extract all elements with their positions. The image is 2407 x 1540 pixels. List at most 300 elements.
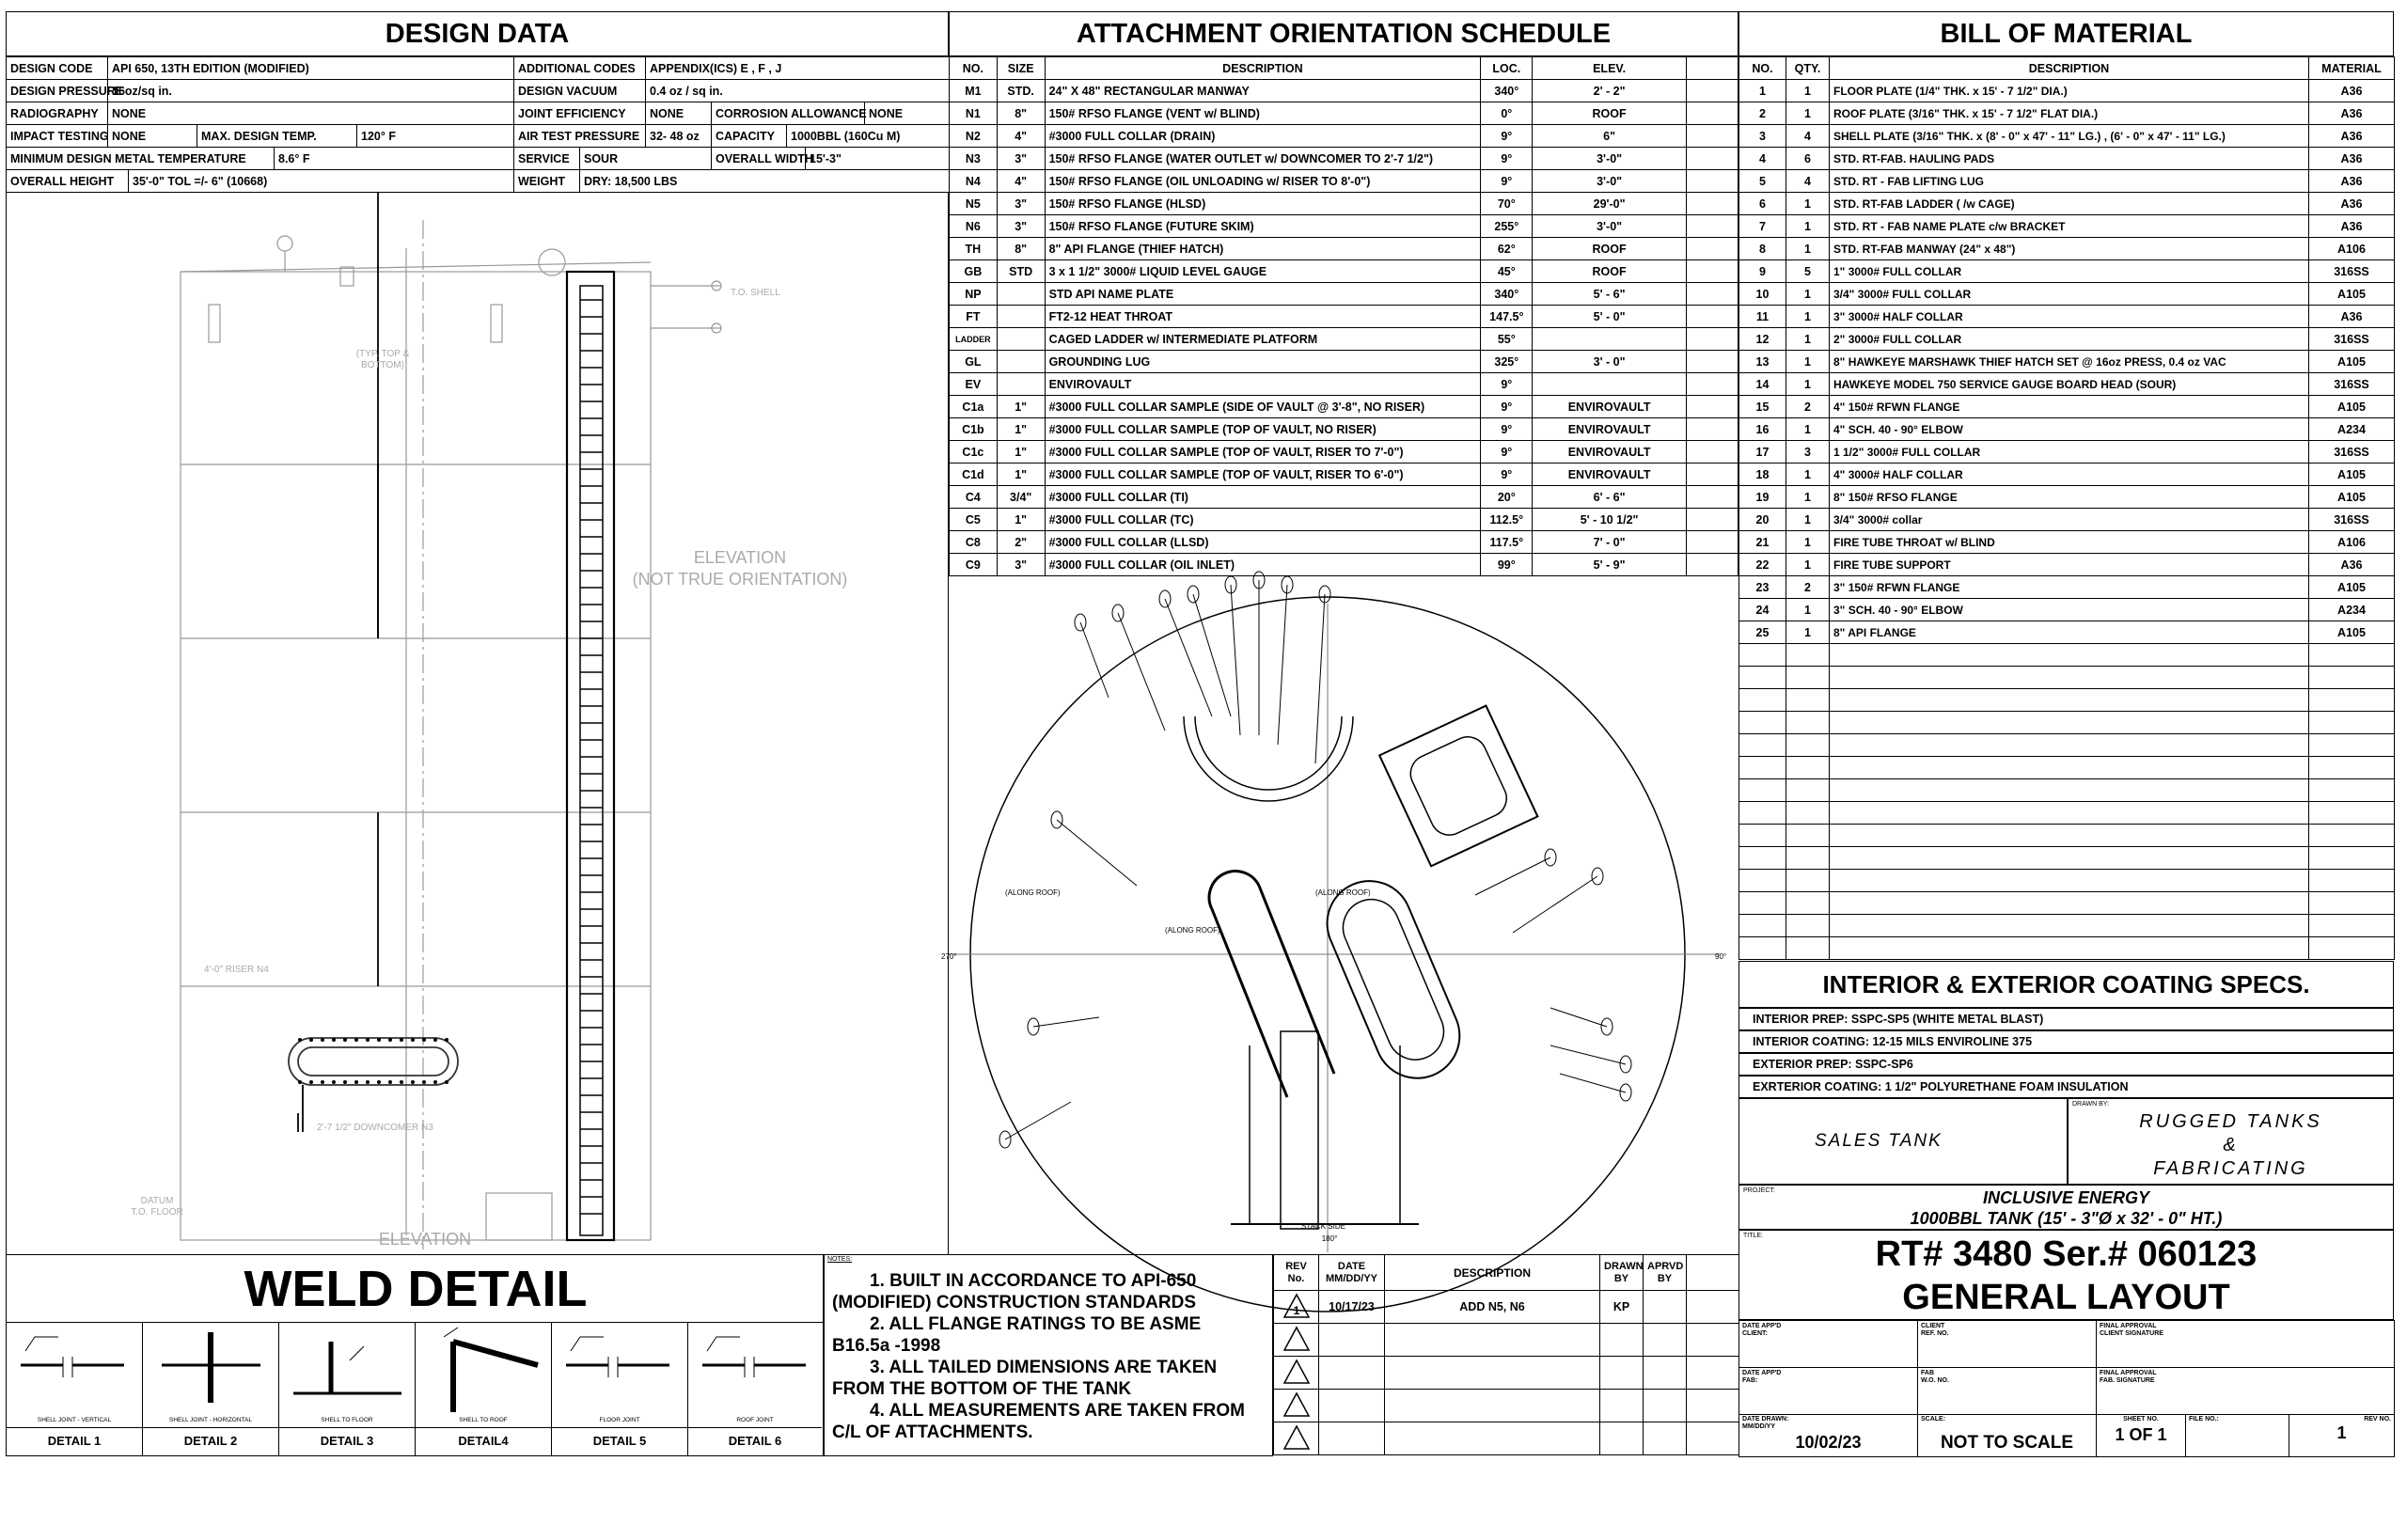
table-row [950, 464, 1738, 486]
approved-header: APRVD [1647, 1260, 1684, 1272]
table-cell: ROOF [1533, 238, 1686, 260]
radiography-value: NONE [108, 102, 514, 125]
weld-caption: SHELL TO FLOOR [321, 1417, 373, 1423]
leader-line [1231, 585, 1240, 735]
table-row [7, 80, 950, 102]
table-cell [1739, 915, 1786, 937]
revision-triangle [1274, 1291, 1319, 1324]
datum-label: DATUM [140, 1196, 174, 1206]
weld-detail-6 [688, 1323, 822, 1455]
col-header: MATERIAL [2309, 57, 2395, 80]
joint-efficiency-label: JOINT EFFICIENCY [514, 102, 646, 125]
table-cell: C8 [950, 531, 998, 554]
design-vacuum-label: DESIGN VACUUM [514, 80, 646, 102]
table-cell: 3" [997, 554, 1045, 576]
table-cell: C5 [950, 509, 998, 531]
leader-line [1057, 820, 1137, 886]
table-row [1739, 193, 2395, 215]
table-cell [1786, 937, 1830, 960]
design-data-title-text: DESIGN DATA [385, 18, 570, 49]
table-cell [1739, 937, 1786, 960]
table-cell: EV [950, 373, 998, 396]
table-cell: A105 [2309, 351, 2395, 373]
table-cell: #3000 FULL COLLAR (OIL INLET) [1045, 554, 1481, 576]
table-cell: 150# RFSO FLANGE (OIL UNLOADING w/ RISER TO 8'-0") [1045, 170, 1481, 193]
typ-label: (TYP. TOP & [355, 349, 410, 359]
table-cell: 1" [997, 464, 1045, 486]
table-cell: 4 [1786, 170, 1830, 193]
max-temp-value: 120° F [357, 125, 514, 148]
table-cell [1739, 689, 1786, 712]
bolt-dot [433, 1038, 437, 1042]
sheet-label: SHEET NO. [2123, 1416, 2159, 1422]
table-cell: 4" [997, 125, 1045, 148]
table-row [950, 396, 1738, 418]
weld-joint-diagram [143, 1323, 279, 1417]
table-cell: 1" [997, 441, 1045, 464]
col-header: ELEV. [1533, 57, 1686, 80]
table-cell: 1" [997, 509, 1045, 531]
table-row [7, 148, 950, 170]
table-cell: STD. RT-FAB MANWAY (24" x 48") [1830, 238, 2309, 260]
table-cell [1830, 802, 2309, 825]
weld-detail-box [6, 1254, 824, 1456]
scale-label: SCALE: [1921, 1416, 1946, 1422]
table-cell [1739, 644, 1786, 667]
aos-title [949, 11, 1738, 56]
table-cell [1686, 148, 1738, 170]
coating-line: EXTERIOR PREP: SSPC-SP6 [1738, 1053, 2394, 1076]
table-cell: 4" 3000# HALF COLLAR [1830, 464, 2309, 486]
table-cell [1786, 712, 1830, 734]
leader-line [1315, 594, 1325, 763]
drawing-info-table [1738, 1414, 2395, 1457]
table-cell: 8" API FLANGE (THIEF HATCH) [1045, 238, 1481, 260]
table-cell: CAGED LADDER w/ INTERMEDIATE PLATFORM [1045, 328, 1481, 351]
leader-line [1560, 1074, 1626, 1092]
table-cell: 3'-0" [1533, 170, 1686, 193]
table-cell: 340° [1481, 80, 1533, 102]
table-cell [1600, 1422, 1644, 1455]
table-cell [2309, 689, 2395, 712]
along-roof-label: (ALONG ROOF) [1315, 888, 1371, 897]
weld-detail-2 [143, 1323, 279, 1455]
table-cell [1786, 667, 1830, 689]
table-cell [1686, 328, 1738, 351]
table-cell [2309, 825, 2395, 847]
table-row [950, 418, 1738, 441]
table-cell: N5 [950, 193, 998, 215]
coating-line: INTERIOR COATING: 12-15 MILS ENVIROLINE 375 [1738, 1030, 2394, 1053]
table-cell [1686, 351, 1738, 373]
angle-180: 180° [1321, 1234, 1338, 1243]
table-cell [1686, 306, 1738, 328]
note-line: 4. ALL MEASUREMENTS ARE TAKEN FROM [870, 1401, 1246, 1421]
table-cell [1686, 238, 1738, 260]
table-cell: 19 [1739, 486, 1786, 509]
revision-number: 1 [1293, 1303, 1299, 1317]
table-cell [1686, 215, 1738, 238]
revision-triangle [1274, 1390, 1319, 1422]
table-cell: A105 [2309, 464, 2395, 486]
table-row [950, 486, 1738, 509]
revision-triangle-icon [1282, 1326, 1311, 1352]
table-row [1739, 80, 2395, 102]
weld-detail-label: DETAIL 6 [688, 1427, 822, 1455]
table-cell [1686, 102, 1738, 125]
table-cell: 9° [1481, 464, 1533, 486]
table-row [1739, 441, 2395, 464]
design-data-lower [6, 124, 949, 192]
weight-value: DRY: 18,500 LBS [580, 170, 950, 193]
capacity-label: CAPACITY [712, 125, 787, 148]
table-row [1739, 328, 2395, 351]
table-cell: 2" 3000# FULL COLLAR [1830, 328, 2309, 351]
table-cell: 8" [997, 102, 1045, 125]
table-cell: 1" [997, 396, 1045, 418]
table-cell: A36 [2309, 306, 2395, 328]
table-cell [2309, 712, 2395, 734]
weld-detail-3 [279, 1323, 416, 1455]
revision-triangle [1274, 1422, 1319, 1455]
company-box [2068, 1098, 2394, 1185]
sheet-value: 1 OF 1 [2115, 1425, 2167, 1444]
table-cell [2309, 847, 2395, 870]
table-cell: 3'-0" [1533, 215, 1686, 238]
design-code-label: DESIGN CODE [7, 57, 108, 80]
table-row [1739, 125, 2395, 148]
overall-width-label: OVERALL WIDTH [712, 148, 806, 170]
table-cell: A36 [2309, 215, 2395, 238]
coating-title-text: INTERIOR & EXTERIOR COATING SPECS. [1822, 969, 2310, 998]
table-row [950, 170, 1738, 193]
table-row [1274, 1357, 1739, 1390]
table-cell [1739, 712, 1786, 734]
table-cell: STD API NAME PLATE [1045, 283, 1481, 306]
table-cell: 20° [1481, 486, 1533, 509]
table-cell [1786, 779, 1830, 802]
table-row [950, 80, 1738, 102]
date-appd-label: DATE APP'D [1742, 1370, 1782, 1376]
table-row [950, 554, 1738, 576]
table-cell [1319, 1422, 1385, 1455]
table-cell [1830, 937, 2309, 960]
date-header-2: MM/DD/YY [1326, 1272, 1377, 1284]
weld-detail-label: DETAIL 5 [552, 1427, 687, 1455]
project-label: PROJECT: [1743, 1187, 1775, 1194]
table-cell: A36 [2309, 125, 2395, 148]
min-temp-value: 8.6° F [275, 148, 514, 170]
corrosion-value: NONE [865, 102, 950, 125]
table-cell [997, 283, 1045, 306]
table-cell: NP [950, 283, 998, 306]
table-cell: FT2-12 HEAT THROAT [1045, 306, 1481, 328]
col-header: SIZE [997, 57, 1045, 80]
table-row-empty [1739, 757, 2395, 779]
elevation-drawing [7, 192, 950, 1254]
table-row [1739, 260, 2395, 283]
table-cell [1739, 892, 1786, 915]
table-cell: 150# RFSO FLANGE (WATER OUTLET w/ DOWNCOMER TO 2'-7 1/2") [1045, 148, 1481, 170]
table-cell: 3" 150# RFWN FLANGE [1830, 576, 2309, 599]
col-header: NO. [950, 57, 998, 80]
table-row [950, 283, 1738, 306]
table-cell: 0° [1481, 102, 1533, 125]
table-cell: 3/4" 3000# FULL COLLAR [1830, 283, 2309, 306]
bolt-dot [445, 1038, 448, 1042]
table-cell [997, 351, 1045, 373]
table-row-empty [1739, 734, 2395, 757]
table-cell: 4 [1739, 148, 1786, 170]
note-line: 1. BUILT IN ACCORDANCE TO API-650 [870, 1271, 1197, 1291]
table-cell: 9° [1481, 148, 1533, 170]
table-row [7, 125, 950, 148]
riser-label: 4'-0" RISER N4 [204, 965, 269, 975]
weld-detail-title: WELD DETAIL [7, 1255, 825, 1323]
revision-triangle-icon [1282, 1359, 1311, 1385]
table-cell [2309, 667, 2395, 689]
table-cell: 11 [1739, 306, 1786, 328]
bolt-dot [298, 1038, 302, 1042]
table-row [1274, 1422, 1739, 1455]
table-cell: 1" [997, 418, 1045, 441]
table-cell: 5 [1739, 170, 1786, 193]
table-cell [1319, 1357, 1385, 1390]
weld-joint-diagram [279, 1323, 416, 1417]
leader-line [1005, 1102, 1071, 1139]
table-row [950, 328, 1738, 351]
table-cell: 5' - 6" [1533, 283, 1686, 306]
table-cell [1830, 870, 2309, 892]
coating-line: EXRTERIOR COATING: 1 1/2" POLYURETHANE FOAM INSULATION [1738, 1076, 2394, 1098]
notes-label: NOTES: [827, 1256, 853, 1263]
table-cell: ENVIROVAULT [1533, 396, 1686, 418]
table-row-empty [1739, 847, 2395, 870]
table-cell [1786, 915, 1830, 937]
table-cell: A106 [2309, 238, 2395, 260]
table-cell [1644, 1291, 1687, 1324]
table-cell: A234 [2309, 599, 2395, 621]
leader-line [1033, 1017, 1099, 1027]
table-cell [1830, 847, 2309, 870]
table-cell [1739, 667, 1786, 689]
sales-tank-box [1738, 1098, 2068, 1185]
table-row [950, 148, 1738, 170]
weld-joint-diagram [688, 1323, 822, 1417]
leader-line [1550, 1045, 1626, 1064]
table-row [1274, 1390, 1739, 1422]
table-cell: 55° [1481, 328, 1533, 351]
table-cell: #3000 FULL COLLAR (TC) [1045, 509, 1481, 531]
table-cell: 9° [1481, 170, 1533, 193]
table-cell: 8 [1739, 238, 1786, 260]
design-code-value: API 650, 13TH EDITION (MODIFIED) [108, 57, 514, 80]
table-cell: #3000 FULL COLLAR (DRAIN) [1045, 125, 1481, 148]
approved-header-2: BY [1657, 1272, 1673, 1284]
table-cell: 24 [1739, 599, 1786, 621]
table-cell: 3/4" 3000# collar [1830, 509, 2309, 531]
table-cell: A36 [2309, 170, 2395, 193]
table-cell: 3" [997, 215, 1045, 238]
leader-line [1513, 876, 1597, 933]
bolt-dot [332, 1038, 336, 1042]
design-data-table [6, 56, 950, 125]
table-cell: 316SS [2309, 509, 2395, 531]
table-cell [1385, 1357, 1600, 1390]
weld-detail-label: DETAIL4 [416, 1427, 551, 1455]
date-appd-label: DATE APP'D [1742, 1323, 1782, 1329]
revision-table [1273, 1254, 1739, 1455]
project-description: 1000BBL TANK (15' - 3"Ø x 32' - 0" HT.) [1910, 1209, 2223, 1228]
note-line: B16.5a -1998 [832, 1336, 941, 1356]
table-cell [1786, 870, 1830, 892]
table-cell [1739, 825, 1786, 847]
weld-detail-label: DETAIL 2 [143, 1427, 278, 1455]
along-roof-label: (ALONG ROOF) [1165, 926, 1220, 935]
along-roof-label: (ALONG ROOF) [1005, 888, 1061, 897]
revision-triangle [1274, 1324, 1319, 1357]
weight-label: WEIGHT [514, 170, 580, 193]
date-drawn-value: 10/02/23 [1795, 1433, 1862, 1452]
bom-title-text: BILL OF MATERIAL [1940, 18, 2193, 49]
table-cell: 1 [1786, 373, 1830, 396]
table-row-empty [1739, 644, 2395, 667]
table-cell: 18 [1739, 464, 1786, 486]
table-cell: 1 [1786, 238, 1830, 260]
bolt-dot [354, 1038, 358, 1042]
table-cell: 1 [1786, 509, 1830, 531]
bom-title [1738, 11, 2394, 56]
table-cell [1687, 1291, 1739, 1324]
table-cell: SHELL PLATE (3/16" THK. x (8' - 0" x 47' - 11" LG.) , (6' - 0" x 47' - 11" LG.) [1830, 125, 2309, 148]
table-cell: GB [950, 260, 998, 283]
table-cell [2309, 757, 2395, 779]
table-cell: 25 [1739, 621, 1786, 644]
table-cell: 70° [1481, 193, 1533, 215]
table-cell: 3 [1739, 125, 1786, 148]
bolt-dot [354, 1080, 358, 1084]
aos-table [949, 56, 1738, 576]
design-pressure-value: 16oz/sq in. [108, 80, 514, 102]
angle-90: 90° [1715, 952, 1727, 961]
to-shell-label: T.O. SHELL [731, 288, 780, 298]
table-row [1739, 283, 2395, 306]
table-cell [997, 328, 1045, 351]
table-cell [1686, 260, 1738, 283]
bolt-dot [422, 1038, 426, 1042]
table-cell: GL [950, 351, 998, 373]
revision-triangle-icon [1282, 1424, 1311, 1451]
table-cell [1686, 373, 1738, 396]
scale-value: NOT TO SCALE [1940, 1433, 2074, 1453]
table-cell [1533, 328, 1686, 351]
revision-triangle [1274, 1357, 1319, 1390]
table-row [7, 170, 950, 193]
table-cell: 4" [997, 170, 1045, 193]
table-row [1739, 1415, 2395, 1457]
table-cell: 316SS [2309, 260, 2395, 283]
table-cell [1830, 712, 2309, 734]
table-row [1274, 1291, 1739, 1324]
table-cell: 8" [997, 238, 1045, 260]
table-cell [1739, 802, 1786, 825]
final-approval-label: FINAL APPROVAL [2100, 1323, 2157, 1329]
stack-side-label: STACK SIDE [1301, 1222, 1345, 1231]
table-cell: 2 [1739, 102, 1786, 125]
table-cell: #3000 FULL COLLAR (TI) [1045, 486, 1481, 509]
corrosion-label: CORROSION ALLOWANCE [712, 102, 865, 125]
table-row [1739, 351, 2395, 373]
table-cell: #3000 FULL COLLAR (LLSD) [1045, 531, 1481, 554]
table-cell: 8" API FLANGE [1830, 621, 2309, 644]
table-cell: 340° [1481, 283, 1533, 306]
table-cell [1319, 1390, 1385, 1422]
table-cell [2309, 779, 2395, 802]
table-cell: 1 [1786, 351, 1830, 373]
drawing-title: GENERAL LAYOUT [1902, 1278, 2230, 1317]
table-cell: 9° [1481, 125, 1533, 148]
table-cell [1786, 847, 1830, 870]
table-row [1739, 238, 2395, 260]
table-row [7, 57, 950, 80]
table-cell: 1 [1786, 102, 1830, 125]
bolt-dot [377, 1038, 381, 1042]
table-cell: 1 [1786, 215, 1830, 238]
table-cell [2309, 870, 2395, 892]
table-cell: 16 [1739, 418, 1786, 441]
overall-width-value: 15'-3" [806, 148, 950, 170]
table-cell [1686, 418, 1738, 441]
table-cell: 316SS [2309, 328, 2395, 351]
table-cell [1319, 1324, 1385, 1357]
max-temp-label: MAX. DESIGN TEMP. [197, 125, 357, 148]
table-cell: ENVIROVAULT [1533, 464, 1686, 486]
table-cell: 45° [1481, 260, 1533, 283]
table-row [1739, 464, 2395, 486]
fab-label: FAB: [1742, 1377, 1758, 1384]
table-row-empty [1739, 689, 2395, 712]
table-cell: #3000 FULL COLLAR SAMPLE (TOP OF VAULT, RISER TO 7'-0") [1045, 441, 1481, 464]
drawing-number: RT# 3480 Ser.# 060123 [1875, 1234, 2258, 1274]
rev-value: 1 [2336, 1423, 2347, 1442]
weld-detail-1 [7, 1323, 143, 1455]
table-cell [1687, 1422, 1739, 1455]
table-cell: 316SS [2309, 373, 2395, 396]
table-cell [1687, 1357, 1739, 1390]
table-cell [1385, 1324, 1600, 1357]
table-cell: C9 [950, 554, 998, 576]
table-cell: 150# RFSO FLANGE (HLSD) [1045, 193, 1481, 215]
bolt-dot [411, 1038, 415, 1042]
table-cell: 20 [1739, 509, 1786, 531]
sales-tank-label: SALES TANK [1815, 1131, 1943, 1151]
weld-joint-diagram [416, 1323, 552, 1417]
table-cell: 9° [1481, 373, 1533, 396]
table-cell: 15 [1739, 396, 1786, 418]
weld-joint-diagram [552, 1323, 688, 1417]
table-cell [1687, 1390, 1739, 1422]
table-cell: 5' - 0" [1533, 306, 1686, 328]
table-cell: 316SS [2309, 441, 2395, 464]
table-row-empty [1739, 937, 2395, 960]
table-cell [1830, 892, 2309, 915]
table-cell: 5' - 10 1/2" [1533, 509, 1686, 531]
note-line: 3. ALL TAILED DIMENSIONS ARE TAKEN [870, 1358, 1218, 1377]
table-cell: HAWKEYE MODEL 750 SERVICE GAUGE BOARD HEAD (SOUR) [1830, 373, 2309, 396]
table-cell: 3'-0" [1533, 148, 1686, 170]
table-cell: 6" [1533, 125, 1686, 148]
table-cell: A36 [2309, 554, 2395, 576]
